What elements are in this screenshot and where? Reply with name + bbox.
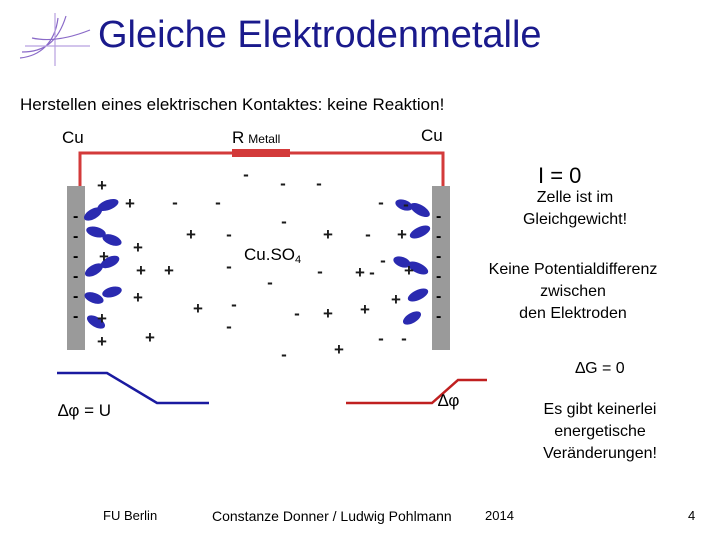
delta-g-label: ∆G = 0	[575, 360, 625, 377]
potential-line: zwischen	[540, 283, 606, 300]
anion: -	[380, 251, 386, 270]
equilibrium-note	[490, 187, 660, 231]
right-surface-charge: -	[436, 268, 442, 285]
anion: -	[172, 193, 178, 212]
energy-line: energetische	[554, 423, 646, 440]
cation: +	[355, 263, 365, 282]
energy-note	[520, 399, 680, 465]
right-electrode-label: Cu	[421, 126, 443, 145]
anion: -	[403, 195, 409, 214]
anion: -	[267, 273, 273, 292]
cation: +	[404, 261, 414, 280]
resistor-symbol: R	[232, 128, 245, 147]
ion-blob	[408, 223, 432, 241]
anion: -	[231, 295, 237, 314]
left-surface-charge: -	[73, 268, 79, 285]
anion: -	[294, 304, 300, 323]
footer-institution: FU Berlin	[103, 508, 158, 523]
electrolyte-formula: Cu.SO	[244, 245, 296, 264]
left-surface-charge: -	[73, 248, 79, 265]
cation: +	[125, 194, 135, 213]
anion: -	[369, 263, 375, 282]
cation: +	[360, 300, 370, 319]
cation: +	[99, 247, 109, 266]
left-electrode-label: Cu	[62, 128, 84, 147]
cation: +	[136, 261, 146, 280]
cation: +	[133, 238, 143, 257]
potential-line: den Elektroden	[519, 305, 627, 322]
delta-phi-left-label: ∆φ = U	[58, 401, 112, 420]
potential-line-left	[57, 373, 209, 403]
cation: +	[323, 225, 333, 244]
left-surface-charge: -	[73, 288, 79, 305]
anion: -	[317, 262, 323, 281]
equilibrium-line: Gleichgewicht!	[522, 211, 628, 228]
left-surface-charge: -	[73, 208, 79, 225]
anion: -	[226, 225, 232, 244]
right-surface-charge: -	[436, 288, 442, 305]
resistor-subscript: Metall	[248, 132, 281, 146]
external-wire	[80, 153, 443, 187]
anion: -	[316, 174, 322, 193]
left-surface-charge: -	[73, 308, 79, 325]
footer-page-number: 4	[688, 508, 696, 523]
footer-year: 2014	[485, 508, 514, 523]
potential-line-right	[346, 380, 487, 403]
right-surface-charge: -	[436, 228, 442, 245]
right-surface-charge: -	[436, 308, 442, 325]
cation: +	[97, 309, 107, 328]
current-label: I = 0	[538, 163, 582, 188]
anion: -	[215, 193, 221, 212]
anion: -	[281, 345, 287, 364]
anion: -	[226, 317, 232, 336]
energy-line: Es gibt keinerlei	[543, 401, 657, 418]
anion: -	[226, 257, 232, 276]
cation: +	[145, 328, 155, 347]
cation: +	[186, 225, 196, 244]
potential-note	[463, 259, 683, 325]
anion: -	[378, 193, 384, 212]
energy-line: Veränderungen!	[543, 445, 657, 462]
cation: +	[397, 225, 407, 244]
cation: +	[193, 299, 203, 318]
cation: +	[323, 304, 333, 323]
electrolyte-label	[244, 245, 301, 266]
anion: -	[243, 165, 249, 184]
delta-phi-right-label: ∆φ	[438, 391, 460, 410]
anion: -	[365, 225, 371, 244]
cation: +	[97, 332, 107, 351]
cation: +	[391, 290, 401, 309]
cation: +	[334, 340, 344, 359]
anion: -	[401, 329, 407, 348]
ion-blob	[401, 309, 423, 328]
ion-blob	[83, 290, 105, 306]
potential-line: Keine Potentialdifferenz	[488, 261, 658, 278]
resistor-element	[232, 149, 290, 157]
page-title: Gleiche Elektrodenmetalle	[98, 14, 542, 56]
equilibrium-line: Zelle ist im	[536, 189, 614, 206]
anion: -	[378, 329, 384, 348]
ion-blob	[101, 285, 123, 300]
cation: +	[164, 261, 174, 280]
anion: -	[281, 212, 287, 231]
cation: +	[97, 176, 107, 195]
electrolyte-subscript: 4	[295, 254, 302, 266]
ion-blob	[406, 286, 430, 304]
cation: +	[133, 288, 143, 307]
subtitle: Herstellen eines elektrischen Kontaktes: keine Reaktion!	[20, 95, 445, 114]
footer-authors: Constanze Donner / Ludwig Pohlmann	[212, 508, 452, 524]
right-surface-charge: -	[436, 248, 442, 265]
right-surface-charge: -	[436, 208, 442, 225]
anion: -	[280, 174, 286, 193]
left-surface-charge: -	[73, 228, 79, 245]
